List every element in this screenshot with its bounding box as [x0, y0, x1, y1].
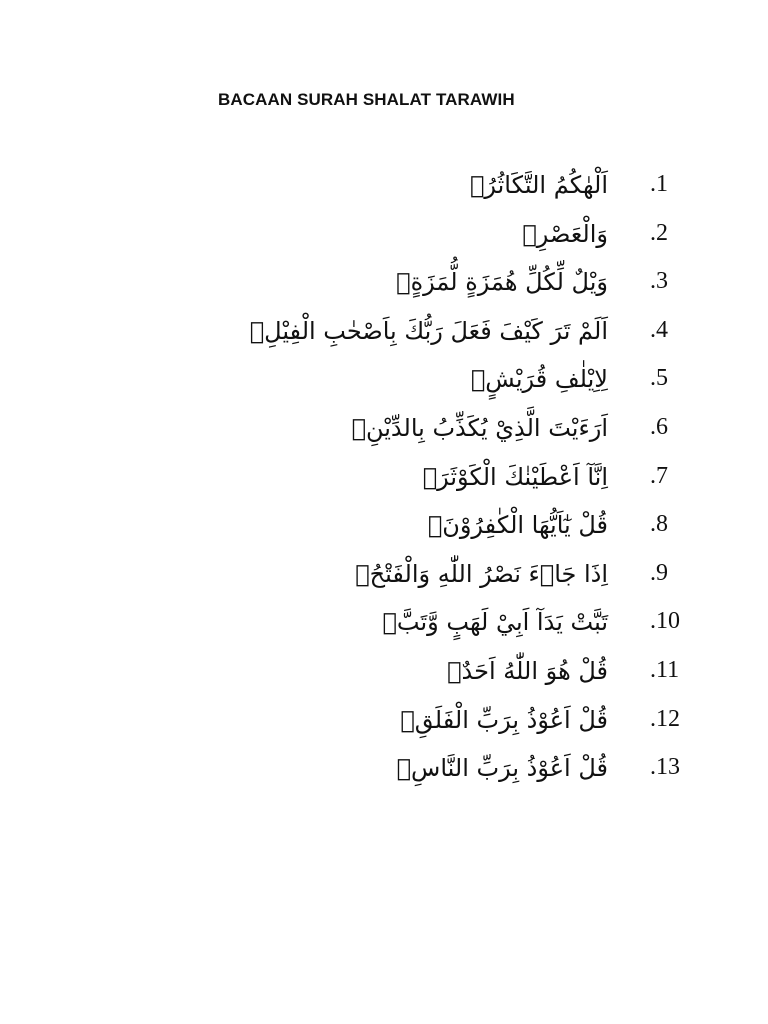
- list-item: [0, 408, 768, 457]
- item-number: .3: [650, 268, 668, 295]
- item-number: .9: [650, 559, 668, 586]
- item-number: .8: [650, 511, 668, 538]
- page-title: BACAAN SURAH SHALAT TARAWIH: [218, 90, 515, 109]
- list-item: [0, 505, 768, 554]
- surah-verse: اَلْهٰكُمُ التَّكَاثُرُۙ: [469, 171, 608, 199]
- list-item: [0, 700, 768, 749]
- item-number: .7: [650, 462, 668, 489]
- list-item: [0, 359, 768, 408]
- surah-verse: اِنَّآ اَعْطَيْنٰكَ الْكَوْثَرَۗ: [422, 462, 608, 491]
- surah-verse: تَبَّتْ يَدَآ اَبِيْ لَهَبٍ وَّتَبَّۗ: [382, 608, 608, 637]
- list-item: [0, 262, 768, 311]
- surah-verse: اَلَمْ تَرَ كَيْفَ فَعَلَ رَبُّكَ بِاَصْحٰبِ الْفِيْلِۗ: [249, 316, 608, 345]
- item-number: .13: [650, 754, 680, 781]
- surah-verse: قُلْ اَعُوْذُ بِرَبِّ الْفَلَقِۙ: [400, 705, 608, 734]
- surah-verse: لِاِيْلٰفِ قُرَيْشٍۙ: [470, 365, 608, 394]
- surah-verse: قُلْ هُوَ اللّٰهُ اَحَدٌۚ: [447, 656, 608, 685]
- list-item: [0, 602, 768, 651]
- surah-list: [0, 165, 768, 797]
- surah-verse: قُلْ يٰٓاَيُّهَا الْكٰفِرُوْنَۙ: [427, 511, 608, 540]
- list-item: [0, 214, 768, 263]
- list-item: [0, 554, 768, 603]
- item-number: .10: [650, 608, 680, 635]
- surah-verse: قُلْ اَعُوْذُ بِرَبِّ النَّاسِۙ: [396, 754, 608, 783]
- item-number: .12: [650, 705, 680, 732]
- item-number: .4: [650, 316, 668, 343]
- item-number: .1: [650, 171, 668, 197]
- item-number: .6: [650, 413, 668, 440]
- surah-verse: اَرَءَيْتَ الَّذِيْ يُكَذِّبُ بِالدِّيْنِۗ: [351, 413, 608, 442]
- item-number: .5: [650, 365, 668, 392]
- item-number: .11: [650, 656, 680, 683]
- item-number: .2: [650, 219, 668, 246]
- list-item: [0, 165, 768, 214]
- surah-verse: وَيْلٌ لِّكُلِّ هُمَزَةٍ لُّمَزَةٍۙ: [396, 268, 608, 297]
- list-item: [0, 457, 768, 506]
- list-item: [0, 311, 768, 360]
- surah-verse: اِذَا جَاۤءَ نَصْرُ اللّٰهِ وَالْفَتْحُۙ: [355, 559, 608, 588]
- list-item: [0, 651, 768, 700]
- surah-verse: وَالْعَصْرِۙ: [522, 219, 608, 248]
- list-item: [0, 748, 768, 797]
